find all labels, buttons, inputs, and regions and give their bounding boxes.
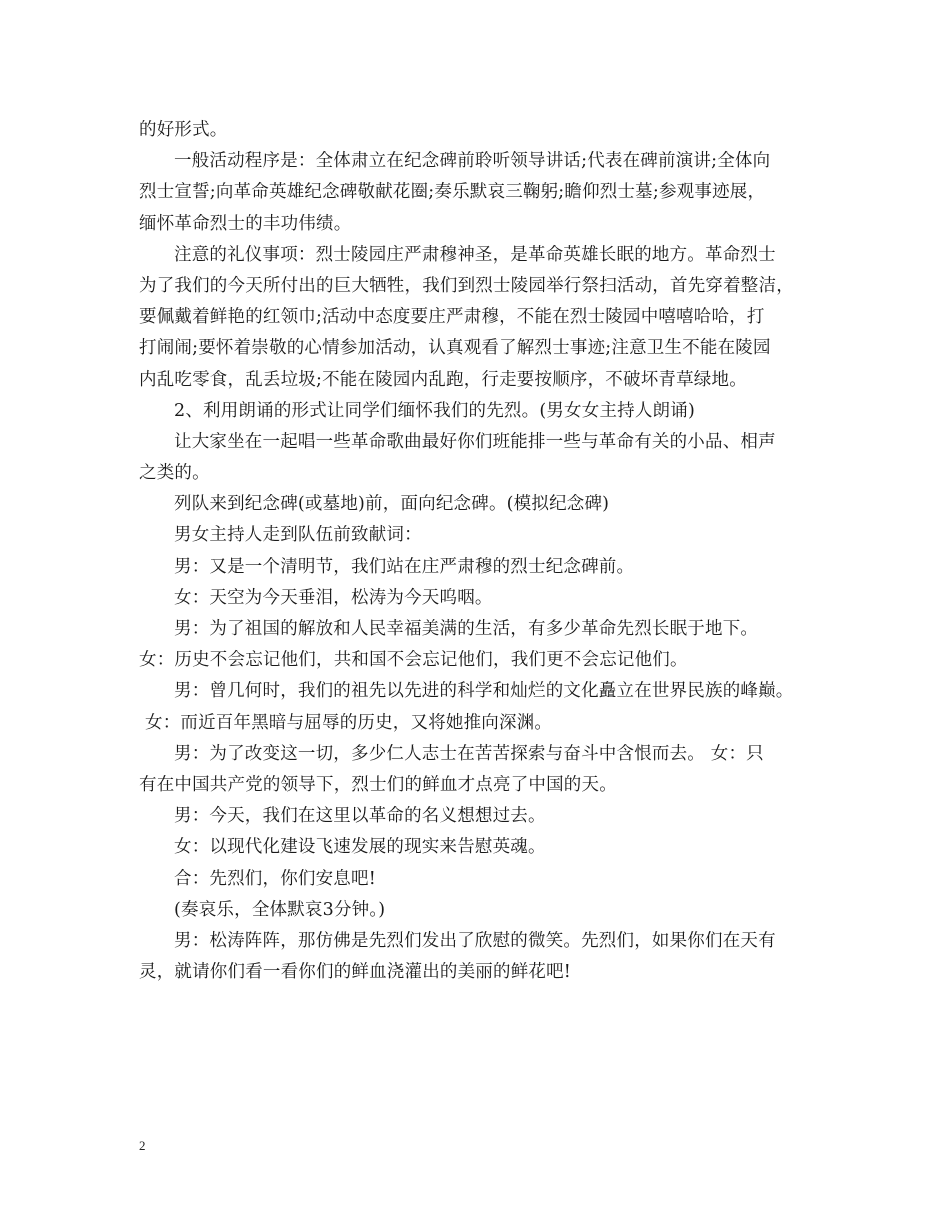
text-line: 之类的。 bbox=[139, 463, 210, 484]
text-line: 烈士宣誓;向革命英雄纪念碑敬献花圈;奏乐默哀三鞠躬;瞻仰烈士墓;参观事迹展， bbox=[139, 182, 766, 203]
text-line: 男：为了改变这一切，多少仁人志士在苦苦探索与奋斗中含恨而去。 女：只 bbox=[174, 743, 764, 764]
text-line: 男：为了祖国的解放和人民幸福美满的生活，有多少革命先烈长眠于地下。 bbox=[174, 619, 759, 639]
text-line: 注意的礼仪事项：烈士陵园庄严肃穆神圣，是革命英雄长眠的地方。革命烈士 bbox=[174, 244, 776, 265]
text-line: 男：今天，我们在这里以革命的名义想想过去。 bbox=[174, 806, 546, 827]
text-line: 灵，就请你们看一看你们的鲜血浇灌出的美丽的鲜花吧! bbox=[139, 962, 572, 983]
text-line: 一般活动程序是：全体肃立在纪念碑前聆听领导讲话;代表在碑前演讲;全体向 bbox=[174, 151, 771, 172]
text-line: 2、利用朗诵的形式让同学们缅怀我们的先烈。(男女女主持人朗诵) bbox=[174, 400, 695, 421]
text-line: 缅怀革命烈士的丰功伟绩。 bbox=[139, 213, 352, 234]
text-line: 男女主持人走到队伍前致献词： bbox=[174, 525, 422, 546]
text-line: 男：松涛阵阵，那仿佛是先烈们发出了欣慰的微笑。先烈们，如果你们在天有 bbox=[174, 930, 776, 951]
text-line: 男：又是一个清明节，我们站在庄严肃穆的烈士纪念碑前。 bbox=[174, 556, 635, 577]
text-line: 女：以现代化建设飞速发展的现实来告慰英魂。 bbox=[174, 837, 546, 858]
body-text bbox=[139, 115, 819, 988]
text-line: 男：曾几何时，我们的祖先以先进的科学和灿烂的文化矗立在世界民族的峰巅。 bbox=[174, 681, 794, 702]
page-number: 2 bbox=[139, 1138, 146, 1153]
text-line: 女：历史不会忘记他们，共和国不会忘记他们，我们更不会忘记他们。 bbox=[139, 650, 688, 671]
text-line: 打闹闹;要怀着崇敬的心情参加活动，认真观看了解烈士事迹;注意卫生不能在陵园 bbox=[139, 338, 771, 359]
text-line: 要佩戴着鲜艳的红领巾;活动中态度要庄严肃穆，不能在烈士陵园中嘻嘻哈哈，打 bbox=[139, 307, 765, 328]
text-line: 为了我们的今天所付出的巨大牺牲，我们到烈士陵园举行祭扫活动，首先穿着整洁， bbox=[139, 275, 794, 296]
text-line: 列队来到纪念碑(或墓地)前，面向纪念碑。(模拟纪念碑) bbox=[174, 494, 610, 515]
text-line: 合：先烈们，你们安息吧! bbox=[174, 868, 376, 889]
text-line: 有在中国共产党的领导下，烈士们的鲜血才点亮了中国的天。 bbox=[139, 774, 617, 795]
text-line: 女：而近百年黑暗与屈辱的历史，又将她推向深渊。 bbox=[145, 712, 553, 733]
text-line: 让大家坐在一起唱一些革命歌曲最好你们班能排一些与革命有关的小品、相声 bbox=[174, 431, 776, 452]
text-line: 的好形式。 bbox=[139, 120, 228, 140]
text-line: (奏哀乐，全体默哀3分钟。) bbox=[174, 899, 386, 920]
text-line: 内乱吃零食，乱丢垃圾;不能在陵园内乱跑，行走要按顺序，不破坏青草绿地。 bbox=[139, 369, 747, 390]
text-line: 女：天空为今天垂泪，松涛为今天呜咽。 bbox=[174, 587, 493, 608]
